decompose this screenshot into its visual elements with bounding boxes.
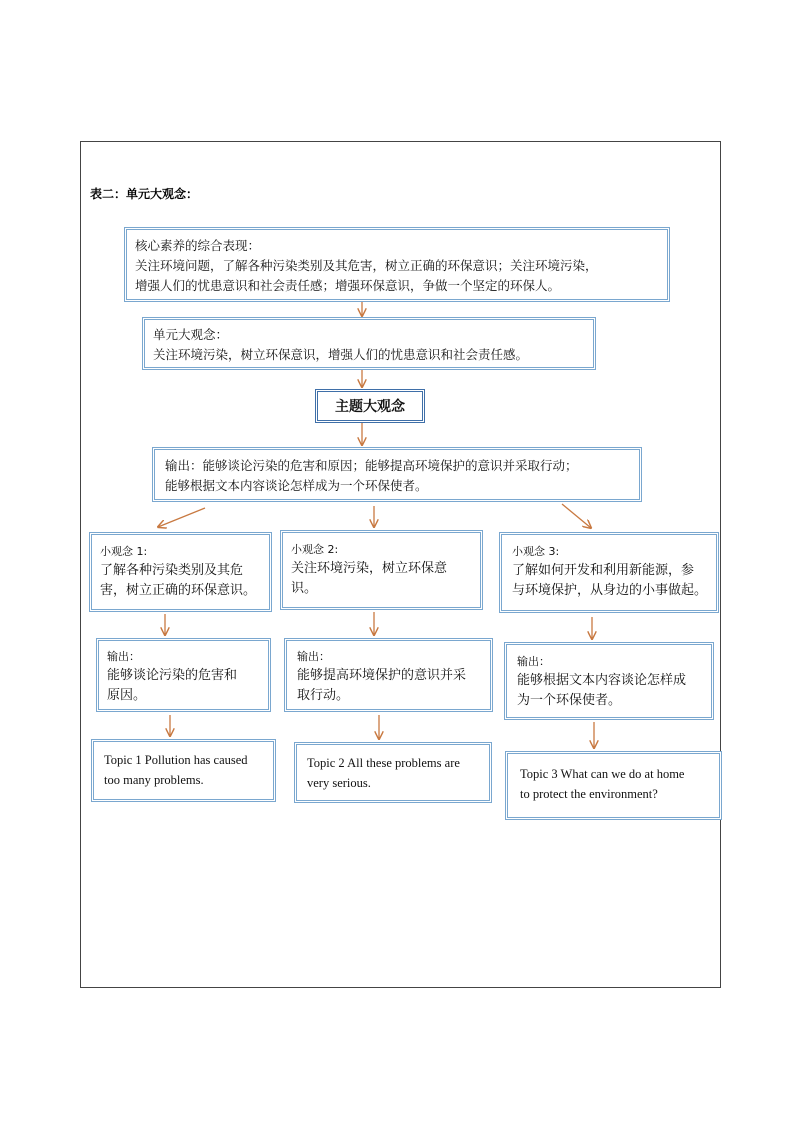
concept-3-box bbox=[499, 532, 719, 613]
output-2-line-1: 能够提高环境保护的意识并采 bbox=[297, 668, 467, 683]
concept-3-line-2: 与环境保护，从身边的小事做起。 bbox=[512, 583, 708, 598]
concept-1-line-2: 害，树立正确的环保意识。 bbox=[100, 583, 257, 598]
output-1-box bbox=[96, 638, 271, 712]
topic-1-box bbox=[91, 739, 276, 802]
output-3-label: 输出： bbox=[517, 655, 550, 668]
output-2-label: 输出： bbox=[297, 650, 330, 663]
output-1-line-1: 能够谈论污染的危害和 bbox=[107, 668, 238, 683]
output-2-box bbox=[284, 638, 493, 712]
main-output-line-1: 输出：能够谈论污染的危害和原因；能够提高环境保护的意识并采取行动； bbox=[165, 458, 578, 473]
main-output-box bbox=[152, 447, 642, 502]
concept-3-label: 小观念 3: bbox=[512, 545, 560, 558]
output-3-box bbox=[504, 642, 714, 720]
unit-text: 关注环境污染，树立环保意识，增强人们的忧患意识和社会责任感。 bbox=[153, 347, 529, 362]
topic-3-box bbox=[505, 751, 722, 820]
core-text-line-2: 增强人们的忧患意识和社会责任感；增强环保意识，争做一个坚定的环保人。 bbox=[135, 278, 561, 293]
output-3-line-1: 能够根据文本内容谈论怎样成 bbox=[517, 673, 687, 688]
output-2-line-2: 取行动。 bbox=[297, 688, 350, 703]
concept-3-line-1: 了解如何开发和利用新能源，参 bbox=[512, 563, 695, 578]
output-1-label: 输出： bbox=[107, 650, 140, 663]
concept-1-box bbox=[89, 532, 272, 612]
unit-label: 单元大观念： bbox=[153, 327, 229, 342]
theme-title-box bbox=[315, 389, 425, 423]
main-output-line-2: 能够根据文本内容谈论怎样成为一个环保使者。 bbox=[165, 478, 428, 493]
concept-1-label: 小观念 1: bbox=[100, 545, 148, 558]
theme-title: 主题大观念 bbox=[335, 399, 405, 415]
topic-2-line-1: Topic 2 All these problems are bbox=[307, 756, 460, 770]
concept-2-line-1: 关注环境污染，树立环保意 bbox=[291, 561, 448, 576]
core-literacy-box bbox=[124, 227, 670, 302]
core-text-line-1: 关注环境问题，了解各种污染类别及其危害，树立正确的环保意识；关注环境污染， bbox=[135, 258, 598, 273]
output-1-line-2: 原因。 bbox=[107, 688, 147, 703]
topic-3-line-2: to protect the environment? bbox=[520, 787, 658, 801]
topic-1-line-1: Topic 1 Pollution has caused bbox=[104, 753, 248, 767]
concept-2-line-2: 识。 bbox=[291, 581, 318, 596]
topic-1-line-2: too many problems. bbox=[104, 773, 204, 787]
topic-3-line-1: Topic 3 What can we do at home bbox=[520, 767, 685, 781]
output-3-line-2: 为一个环保使者。 bbox=[517, 693, 622, 708]
concept-2-box bbox=[280, 530, 483, 610]
unit-idea-box bbox=[142, 317, 596, 370]
topic-2-line-2: very serious. bbox=[307, 776, 371, 790]
topic-2-box bbox=[294, 742, 492, 803]
table-heading: 表二：单元大观念： bbox=[90, 187, 199, 201]
concept-1-line-1: 了解各种污染类别及其危 bbox=[100, 563, 244, 578]
concept-2-label: 小观念 2: bbox=[291, 543, 339, 556]
core-label: 核心素养的综合表现： bbox=[135, 238, 261, 253]
